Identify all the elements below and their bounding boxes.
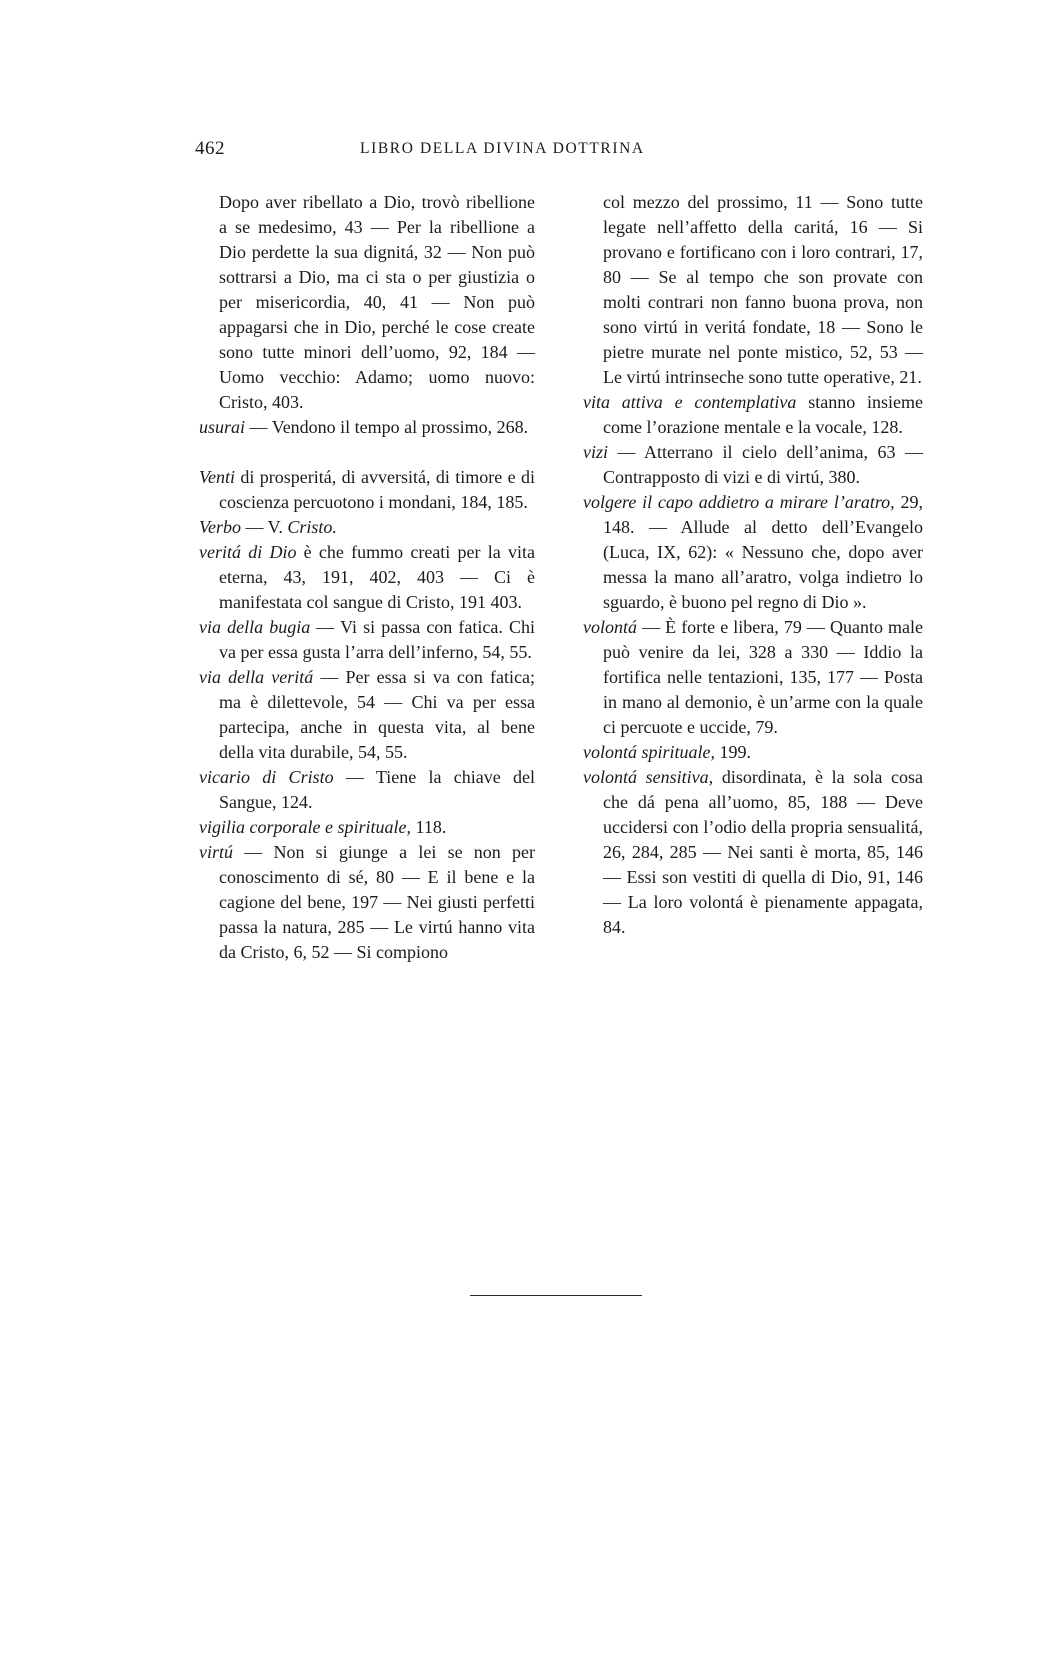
index-column-left [199, 190, 535, 965]
entry-text: col mezzo del prossimo, 11 — Sono tutte legate nell’affetto della caritá, 16 — Si provano e fortificano con i loro contrari, 17, 80 — Se al tempo che son provate con molti contrari non fanno buona prova, non sono virtú in veritá fondate, 18 — Sono le pietre murate nel ponte mistico, 52, 53 — Le virtú intrinseche sono tutte operative, 21. [603, 192, 923, 387]
index-entry [199, 840, 535, 965]
entry-term: volontá spirituale, [583, 742, 715, 762]
entry-text: — È forte e libera, 79 — Quanto male può venire da lei, 328 a 330 — Iddio la fortifica nelle tentazioni, 135, 177 — Posta in mano al demonio, è un’arme con la quale ci percuote e uccide, 79. [603, 617, 923, 737]
entry-text: 118. [410, 817, 447, 837]
index-entry [199, 765, 535, 815]
entry-term: vigilia corporale e spirituale, [199, 817, 411, 837]
entry-term-crossref: Cristo. [287, 517, 337, 537]
index-entry [583, 440, 923, 490]
entry-text: — Non si giunge a lei se non per conoscimento di sé, 80 — E il bene e la cagione del bene, 197 — Nei giusti perfetti passa la natura, 285 — Le virtú hanno vita da Cristo, 6, 52 — Si compiono [219, 842, 535, 962]
entry-text: Dopo aver ribellato a Dio, trovò ribellione a se medesimo, 43 — Per la ribellione a Dio perdette la sua dignitá, 32 — Non può sottrarsi a Dio, ma ci sta o per giustizia o per misericordia, 40, 41 — Non può appagarsi che in Dio, perché le cose create sono tutte minori dell’uomo, 92, 184 — Uomo vecchio: Adamo; uomo nuovo: Cristo, 403. [219, 192, 535, 412]
entry-term: volgere il capo addietro a mirare l’aratro, [583, 492, 895, 512]
index-entry [199, 515, 535, 540]
entry-term: volontá [583, 617, 637, 637]
index-entry [583, 740, 923, 765]
entry-text: stanno insieme come l’orazione mentale e la vocale, 128. [603, 392, 923, 437]
entry-text: è che fummo creati per la vita eterna, 43, 191, 402, 403 — Ci è manifestata col sangue di Cristo, 191 403. [219, 542, 535, 612]
entry-text: — Per essa si va con fatica; ma è dilettevole, 54 — Chi va per essa partecipa, anche in questa vita, al bene della vita durabile, 54, 55. [219, 667, 536, 762]
entry-term: vicario di Cristo [199, 767, 334, 787]
entry-text: disordinata, è la sola cosa che dá pena all’uomo, 85, 188 — Deve uccidersi con l’odio della propria sensualitá, 26, 284, 285 — Nei santi è morta, 85, 146 — Essi son vestiti di quella di Dio, 91, 146 — La loro volontá è pienamente appagata, 84. [603, 767, 923, 937]
entry-term: veritá di Dio [199, 542, 297, 562]
entry-term: usurai [199, 417, 246, 437]
index-entry [199, 665, 535, 765]
entry-term: volontá sensitiva, [583, 767, 714, 787]
index-entry [199, 815, 535, 840]
index-entry [199, 615, 535, 665]
page-number: 462 [195, 138, 225, 159]
entry-text: — Vendono il tempo al prossimo, 268. [245, 417, 529, 437]
entry-term: vizi [583, 442, 608, 462]
entry-text: 29, 148. — Allude al detto dell’Evangelo (Luca, IX, 62): « Nessuno che, dopo aver messa la mano all’aratro, volga indietro lo sguardo, è buono pel regno di Dio ». [603, 492, 924, 612]
entry-term: via della veritá [199, 667, 314, 687]
index-entry [583, 765, 923, 940]
entry-text: — Atterrano il cielo dell’anima, 63 — Contrapposto di vizi e di virtú, 380. [603, 442, 923, 487]
entry-term: Verbo [199, 517, 241, 537]
index-column-right [583, 190, 923, 940]
index-entry [199, 415, 535, 440]
entry-term: via della bugia [199, 617, 311, 637]
index-entry [199, 540, 535, 615]
entry-term: Venti [199, 467, 235, 487]
index-entry [583, 615, 923, 740]
end-rule [470, 1295, 642, 1296]
entry-term: virtú [199, 842, 233, 862]
entry-term: vita attiva e contemplativa [583, 392, 797, 412]
entry-text: — Tiene la chiave del Sangue, 124. [219, 767, 535, 812]
entry-text: 199. [715, 742, 751, 762]
index-entry [583, 490, 923, 615]
entry-text: di prosperitá, di avversitá, di timore e di coscienza percuotono i mondani, 184, 185. [219, 467, 535, 512]
running-title: LIBRO DELLA DIVINA DOTTRINA [360, 140, 645, 157]
index-entry [199, 465, 535, 515]
index-entry [199, 190, 535, 415]
index-entry [583, 190, 923, 390]
index-entry [583, 390, 923, 440]
entry-text: — Vi si passa con fatica. Chi va per essa gusta l’arra dell’inferno, 54, 55. [219, 617, 535, 662]
entry-text: — V. [241, 517, 288, 537]
